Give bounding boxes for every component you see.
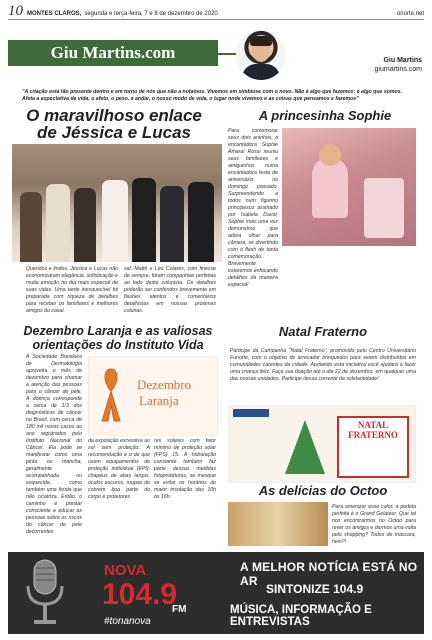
page-header	[8, 4, 424, 20]
laranja-headline: Dezembro Laranja e as valiosas orientações do Instituto Vida	[23, 324, 213, 352]
funorte-logo	[233, 409, 269, 417]
logo-frequency-text: 104.9	[102, 578, 178, 611]
logo-name-text: NOVA	[104, 562, 147, 579]
awareness-ribbon-icon	[99, 365, 123, 423]
columnist-credit	[375, 56, 422, 74]
columnist-site[interactable]: giumartins.com	[374, 66, 422, 73]
laranja-image-title-1: Dezembro	[137, 377, 192, 392]
laranja-image-title-2: Laranja	[139, 393, 179, 408]
newspaper-name: MONTES CLAROS,	[27, 11, 82, 17]
octoo-headline: As delícias do Octoo	[258, 483, 388, 498]
laranja-text-col3: res solares com fator mínimo de proteção solar (FPS) 15. A hidratação constante também faz parte dessas medidas fotoprotetoras, se mesque se evitar os horários de maior insolação das 10h às 16h.	[154, 438, 216, 500]
sophie-photo	[282, 128, 416, 246]
octoo-text: Para amenizar esse calor, a pedida perfeita é o Grand Gelateur. Que tal nos encontrarmos no Octoo para rever os amigos e darmos uma volta pelo shopping? Todos de máscara, hein?!	[332, 504, 416, 545]
wedding-text-col2: sal. Mattê e Léo Colares, com finesse de sempre, foram companhias perfeitas ao lado deste colunista. Os detalhes poderão ser conferidos brevemente em flashes atentos e comentários detalhistas em nossas próximas colunas.	[124, 266, 216, 314]
columnist-name: Giu Martins	[383, 57, 422, 64]
sophie-text: Para comemorar seus dois aninhos, a encantadora Sophie Amaral Rossi reuniu seus familiares e amiguinhos numa encantadora festa de aniversário no domingo passado. Surpreendendo a todos num figurino principesco assinado por Isabela David, Sophie mais uma vez demonstrou que adora olhar para câmera, se divertindo com o flash de tanta comemoração. Brevemente estaremos enfocando detalhes da maneira especial!	[228, 128, 278, 288]
logo-fm-text: FM	[172, 604, 187, 615]
laranja-text-col1: A Sociedade Brasileira de Dermatologia aproveita o mês de dezembro para chamar a atenção das pessoas para o câncer de pele. A doença corresponde a cerca de 1/3 dos diagnósticos de câncer no Brasil, com cerca de 180 mil novos casos ao ano registrados pelo Instituto Nacional do Câncer. Ela pode se manifestar como uma pinta ou mancha, geralmente acompanhada ou esquecida, como também uma ferida que não cicatriza. Então, o caminho é prestar consciente e educar as pessoas sobre os riscos do câncer de pele decorrentes	[26, 354, 82, 535]
ad-line-2: SINTONIZE 104.9	[266, 582, 364, 596]
column-banner: Giu Martins.com	[8, 40, 218, 66]
radio-advertisement[interactable]	[8, 552, 424, 634]
logo-hashtag-text: #tonanova	[104, 616, 151, 627]
natal-text: Participe da Campanha "Natal Fraterno", promovido pelo Centro Universitário Funorte, com o objetivo de arrecadar brinquedos para serem distribuídos em comunidades carentes da cidade. Apoiando esta iniciativa você ajudará a fazer uma criança feliz. Faça sua doação até o dia 22 de dezembro, em qualquer uma das nossas unidades. Participe dessa corrente da solidariedade!	[230, 348, 416, 382]
columnist-avatar	[236, 30, 286, 80]
site-url[interactable]: onorte.net	[396, 11, 424, 17]
sophie-headline: A princesinha Sophie	[258, 108, 392, 123]
wedding-photo	[12, 144, 222, 262]
edition-date: segunda e terça-feira, 7 e 8 de dezembro de 2020	[84, 11, 218, 17]
natal-image-label: NATAL FRATERNO	[348, 420, 398, 440]
wedding-headline: O maravilhoso enlace de Jéssica e Lucas	[26, 106, 202, 142]
wedding-text-col1: Queridos e lindos, Jéssica e Lucas não economizaram elegância, sofisticação e muita emoção no dia mais especial de suas vidas. Uma tarde inesquecível foi preparada com riqueza de detalhes para receber os familiares e melhores amigos do casal.	[26, 266, 118, 314]
christmas-tree-icon	[285, 420, 325, 474]
nova-fm-logo	[100, 558, 196, 628]
ad-line-3: MÚSICA, INFORMAÇÃO E ENTREVISTAS	[230, 604, 372, 628]
octoo-photo	[228, 502, 328, 546]
natal-headline: Natal Fraterno	[278, 324, 368, 339]
microphone-icon	[20, 558, 70, 628]
dezembro-laranja-image	[88, 356, 218, 436]
natal-fraterno-image	[228, 405, 416, 483]
ad-line-1: A MELHOR NOTÍCIA ESTÁ NO AR	[240, 560, 418, 588]
column-quote: "A criação está tão presente dentro e em torno de nós que não a notamos. Vivemos em simbiose com o novo. Não é algo que fazemos; é algo que somos. Afeta a expectativa de vida, o afeto, o peso, a andar, o nosso modo de vida, o lugar onde vivemos e as coisas que pensamos e fazemos"	[22, 89, 402, 102]
page-number: 10	[8, 3, 23, 19]
laranja-text-col2: da exposição excessiva ao sol sem proteção. A recomendação é o de que usem equipamentos de proteção individual (EPI): chapéus de abas largas, óculos escuros, roupas de cobrem boa parte do corpo e protetores	[88, 438, 150, 500]
